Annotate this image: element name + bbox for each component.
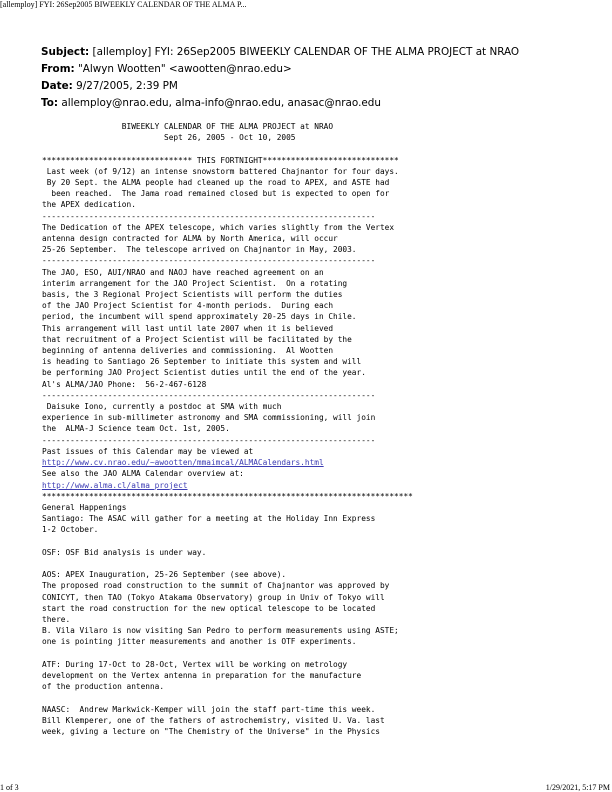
page-number: 1 of 3 (0, 783, 19, 792)
jao-calendar-link[interactable]: http://www.alma.cl/alma_project (42, 480, 188, 490)
email-body (42, 121, 413, 737)
from-value: "Alwyn Wootten" <awootten@nrao.edu> (78, 63, 292, 75)
date-value: 9/27/2005, 2:39 PM (76, 80, 178, 92)
window-title: [allemploy] FYI: 26Sep2005 BIWEEKLY CALENDAR OF THE ALMA P... (0, 0, 247, 9)
subject-value: [allemploy] FYI: 26Sep2005 BIWEEKLY CALENDAR OF THE ALMA PROJECT at NRAO (92, 46, 520, 58)
to-label: To: (41, 97, 59, 109)
to-row (41, 95, 519, 112)
body-text-part1: ******************************** THIS FORTNIGHT***************************** Last week (of 9/12) an intense snowstorm battered Chajnantor for four days. By 20 Sept. the ALMA people had cleaned up the road to APEX, and ASTE had been reached. The Jama road remained closed but is expected to open for the APEX dedication. ----------------------------------------------------------------------- The Dedication of the APEX telescope, which varies slightly from the Vertex antenna design contracted for ALMA by North America, will occur 25-26 September. The telescope arrived on Chajnantor in May, 2003. ----------------------------------------------------------------------- The JAO, ESO, AUI/NRAO and NAOJ have reached agreement on an interim arrangement for the JAO Project Scientist. On a rotating basis, the 3 Regional Project Scientists will perform the duties of the JAO Project Scientist for 4-month periods. During each period, the incumbent will spend approximately 20-25 days in Chile. This arrangement will last until late 2007 when it is believed that recruitment of a Project Scientist will be facilitated by the beginning of antenna deliveries and commissioning. Al Wootten is heading to Santiago 26 September to initiate this system and will be performing JAO Project Scientist duties until the end of the year. Al's ALMA/JAO Phone: 56-2-467-6128 ----------------------------------------------------------------------- Daisuke Iono, currently a postdoc at SMA with much experience in sub-millimeter astronomy and SMA commissioning, will join the ALMA-J Science team Oct. 1st, 2005. ----------------------------------------------------------------------- Past issues of this Calendar may be viewed at (42, 155, 399, 456)
subject-label: Subject: (41, 46, 90, 58)
body-text-part3: ******************************************************************************* General Happenings Santiago: The ASAC will gather for a meeting at the Holiday Inn Express 1-2 October. OSF: OSF Bid analysis is under way. AOS: APEX Inauguration, 25-26 September (see above). The proposed road construction to the summit of Chajnantor was approved by CONICYT, then TAO (Tokyo Atakama Observatory) group in Univ of Tokyo will start the road construction for the new optical telescope to be located there. B. Vila Vilaro is now visiting San Pedro to perform measurements using ASTE; one is pointing jitter measurements and another is OTF experiments. ATF: During 17-Oct to 28-Oct, Vertex will be working on metrology development on the Vertex antenna in preparation for the manufacture of the production antenna. NAASC: Andrew Markwick-Kemper will join the staff part-time this week. Bill Klemperer, one of the fathers of astrochemistry, visited U. Va. last week, giving a lecture on "The Chemistry of the Universe" in the Physics (42, 491, 413, 736)
calendar-title: BIWEEKLY CALENDAR OF THE ALMA PROJECT at NRAO (42, 122, 334, 131)
email-header (41, 44, 519, 112)
body-text-part2: See also the JAO ALMA Calendar overview at: (42, 469, 244, 479)
calendar-dates: Sept 26, 2005 - Oct 10, 2005 (42, 133, 296, 143)
date-label: Date: (41, 80, 73, 92)
print-timestamp: 1/29/2021, 5:17 PM (545, 783, 610, 792)
from-label: From: (41, 63, 75, 75)
from-row (41, 61, 519, 78)
to-value: allemploy@nrao.edu, alma-info@nrao.edu, anasac@nrao.edu (61, 97, 381, 109)
calendar-archive-link[interactable]: http://www.cv.nrao.edu/~awootten/mmaimcal/ALMACalendars.html (42, 458, 324, 468)
subject-row (41, 44, 519, 61)
date-row (41, 78, 519, 95)
